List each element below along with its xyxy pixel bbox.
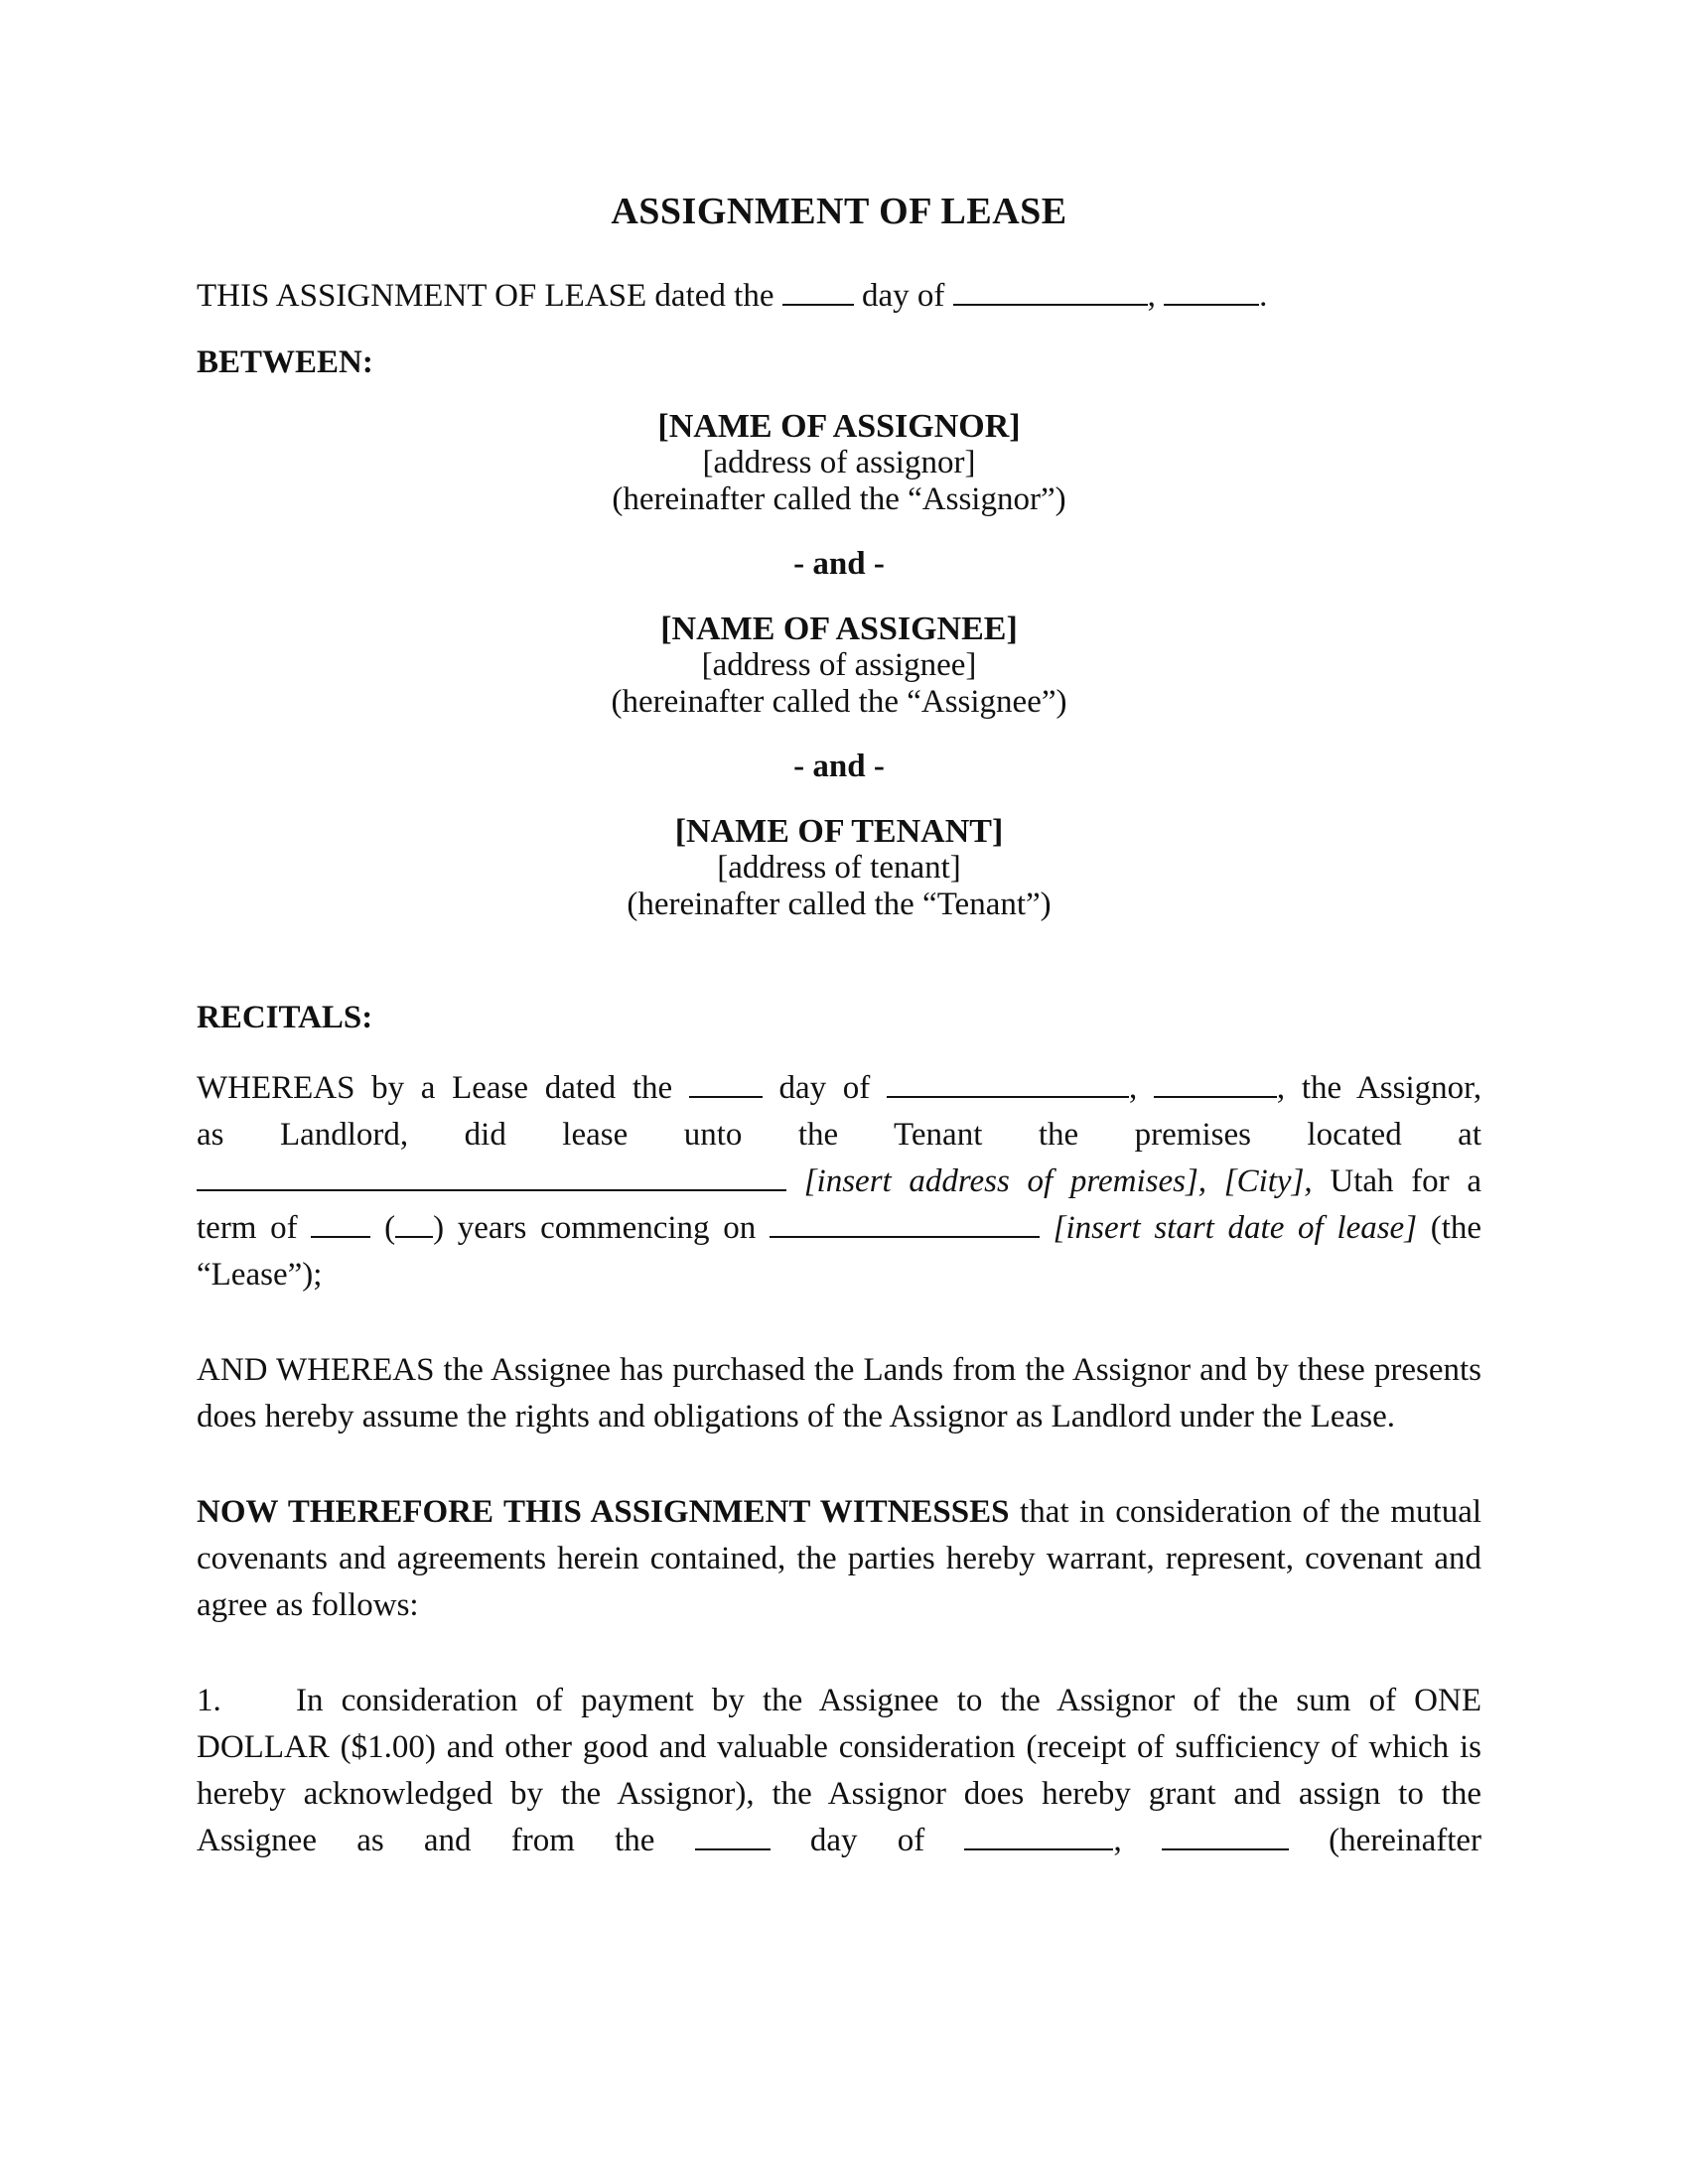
- text-run: day of: [778, 1070, 871, 1106]
- day-blank: [782, 276, 854, 306]
- text-run: [insert address of premises], [City],: [803, 1163, 1313, 1199]
- years-blank: [311, 1208, 370, 1238]
- document-body: [197, 189, 1481, 1864]
- and-separator: - and -: [793, 546, 885, 582]
- text-run: (hereinafter: [1329, 1823, 1482, 1858]
- party-address: [address of assignor]: [702, 445, 976, 480]
- party-called: (hereinafter called the “Assignor”): [612, 481, 1066, 517]
- text-run: that in consideration of the mutual covenants and agreements herein contained, the parties hereby warrant, represent, covenant and agree as follows:: [197, 1494, 1482, 1623]
- text-run: (the: [1430, 1210, 1482, 1246]
- year-blank: [1162, 1821, 1289, 1850]
- dated-day-of: day of: [861, 278, 945, 314]
- party-name: [NAME OF ASSIGNOR]: [657, 408, 1021, 445]
- month-blank: [887, 1068, 1129, 1098]
- whereas-line-5: “Lease”);: [197, 1257, 323, 1293]
- recitals-heading: RECITALS:: [197, 1000, 373, 1035]
- and-separator: - and -: [793, 749, 885, 784]
- dated-prefix: THIS ASSIGNMENT OF LEASE dated the: [197, 278, 774, 314]
- text-run: [insert start date of lease]: [1053, 1210, 1418, 1246]
- day-blank: [689, 1068, 763, 1098]
- years-number-blank: [395, 1208, 433, 1238]
- text-run: NOW THEREFORE THIS ASSIGNMENT WITNESSES: [197, 1494, 1010, 1530]
- party-assignee: [197, 611, 1481, 721]
- whereas-line-3: [197, 1159, 1481, 1205]
- text-run: Utah for a: [1330, 1163, 1481, 1199]
- text-run: years commencing on: [457, 1210, 757, 1246]
- address-blank: [197, 1161, 786, 1191]
- party-called: (hereinafter called the “Assignee”): [611, 684, 1067, 720]
- text-run: In consideration of payment by the Assignee to the Assignor of the sum of ONE DOLLAR ($1.00) and other good and valuable consideration (receipt of sufficiency of which is hereby acknowledged by the Assignor), the Assignor does hereby grant and assign to the Assignee as and from the: [197, 1683, 1481, 1858]
- day-blank: [695, 1821, 771, 1850]
- document-title: ASSIGNMENT OF LEASE: [611, 191, 1067, 232]
- whereas-paragraph: [197, 1065, 1481, 1298]
- year-blank: [1154, 1068, 1277, 1098]
- month-blank: [953, 276, 1148, 306]
- start-date-blank: [770, 1208, 1040, 1238]
- now-therefore-paragraph: [197, 1489, 1481, 1629]
- party-tenant: [197, 813, 1481, 923]
- text-run: WHEREAS by a Lease dated the: [197, 1070, 673, 1106]
- party-assignor: [197, 408, 1481, 518]
- party-name: [NAME OF TENANT]: [674, 813, 1004, 850]
- dated-line: THIS ASSIGNMENT OF LEASE dated the day of , .: [197, 278, 1268, 314]
- party-address: [address of assignee]: [701, 647, 977, 683]
- text-run: term of: [197, 1210, 298, 1246]
- party-address: [address of tenant]: [717, 850, 961, 886]
- whereas-line-4: [197, 1205, 1481, 1252]
- whereas-line-1: WHEREAS by a Lease dated the day of , , the Assignor,: [197, 1070, 1482, 1106]
- between-heading: BETWEEN:: [197, 344, 373, 380]
- party-name: [NAME OF ASSIGNEE]: [660, 611, 1018, 647]
- text-run: the Assignor,: [1301, 1070, 1482, 1106]
- whereas-line-2: as Landlord, did lease unto the Tenant the premises located at: [197, 1117, 1481, 1153]
- text-run: day of: [809, 1823, 925, 1858]
- clause-number: 1.: [197, 1683, 221, 1718]
- party-called: (hereinafter called the “Tenant”): [627, 887, 1052, 922]
- month-blank: [964, 1821, 1113, 1850]
- clause-1: 1. In consideration of payment by the Assignee to the Assignor of the sum of ONE DOLLAR ($1.00) and other good and valuable consideration (receipt of sufficiency of which is hereby acknowledged by the Assignor), the Assignor does hereby grant and assign to the Assignee as and from the day of , (hereinafter: [197, 1678, 1481, 1864]
- and-whereas-paragraph: AND WHEREAS the Assignee has purchased the Lands from the Assignor and by these presents does hereby assume the rights and obligations of the Assignor as Landlord under the Lease.: [197, 1352, 1481, 1434]
- year-blank: [1164, 276, 1259, 306]
- years-paren: ( ): [384, 1210, 445, 1246]
